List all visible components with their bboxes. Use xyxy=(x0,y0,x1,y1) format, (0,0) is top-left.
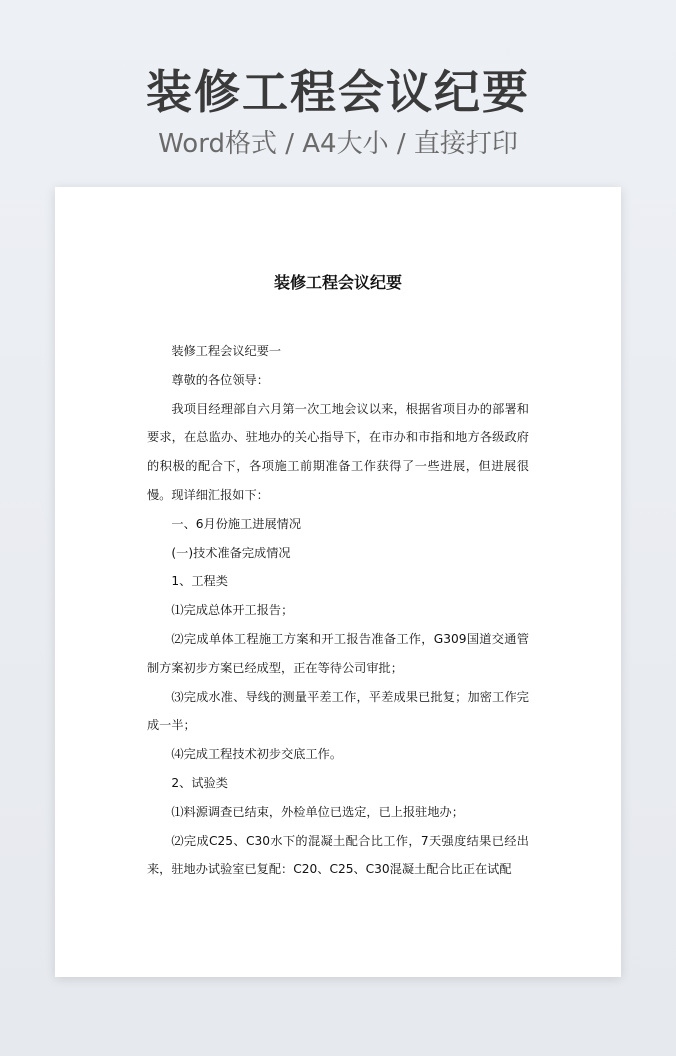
document-body xyxy=(147,337,529,884)
paragraph: 1、工程类 xyxy=(171,574,228,589)
paragraph: 2、试验类 xyxy=(171,775,228,790)
paragraph: 装修工程会议纪要一 xyxy=(171,344,282,358)
banner-title: 装修工程会议纪要 xyxy=(146,65,530,119)
paragraph: 一、6月份施工进展情况 xyxy=(171,516,302,531)
header-banner xyxy=(0,62,676,162)
paragraph: 我项目经理部自六月第一次工地会议以来，根据省项目办的部署和要求，在总监办、驻地办的关心指导下，在市办和市指和地方各级政府的积极的配合下，各项施工前期准备工作获得了一些进展，但进展很慢。现详细汇报如下： xyxy=(147,401,529,502)
document-page xyxy=(55,187,621,977)
paragraph: ⑴完成总体开工报告； xyxy=(171,603,294,618)
paragraph: ⑴料源调查已结束，外检单位已选定，已上报驻地办； xyxy=(171,804,464,819)
paragraph: ⑷完成工程技术初步交底工作。 xyxy=(171,747,343,762)
paragraph: (一)技术准备完成情况 xyxy=(171,545,291,560)
document-title: 装修工程会议纪要 xyxy=(273,273,402,292)
paragraph: ⑵完成C25、C30水下的混凝土配合比工作，7天强度结果已经出来，驻地办试验室已复配：C20、C25、C30混凝土配合比正在试配 xyxy=(147,833,529,877)
paragraph: ⑶完成水准、导线的测量平差工作，平差成果已批复；加密工作完成一半； xyxy=(147,689,529,733)
paragraph: 尊敬的各位领导： xyxy=(171,372,269,387)
paragraph: ⑵完成单体工程施工方案和开工报告准备工作，G309国道交通管制方案初步方案已经成型，正在等待公司审批； xyxy=(147,631,529,675)
banner-subtitle: Word格式 / A4大小 / 直接打印 xyxy=(158,129,518,159)
